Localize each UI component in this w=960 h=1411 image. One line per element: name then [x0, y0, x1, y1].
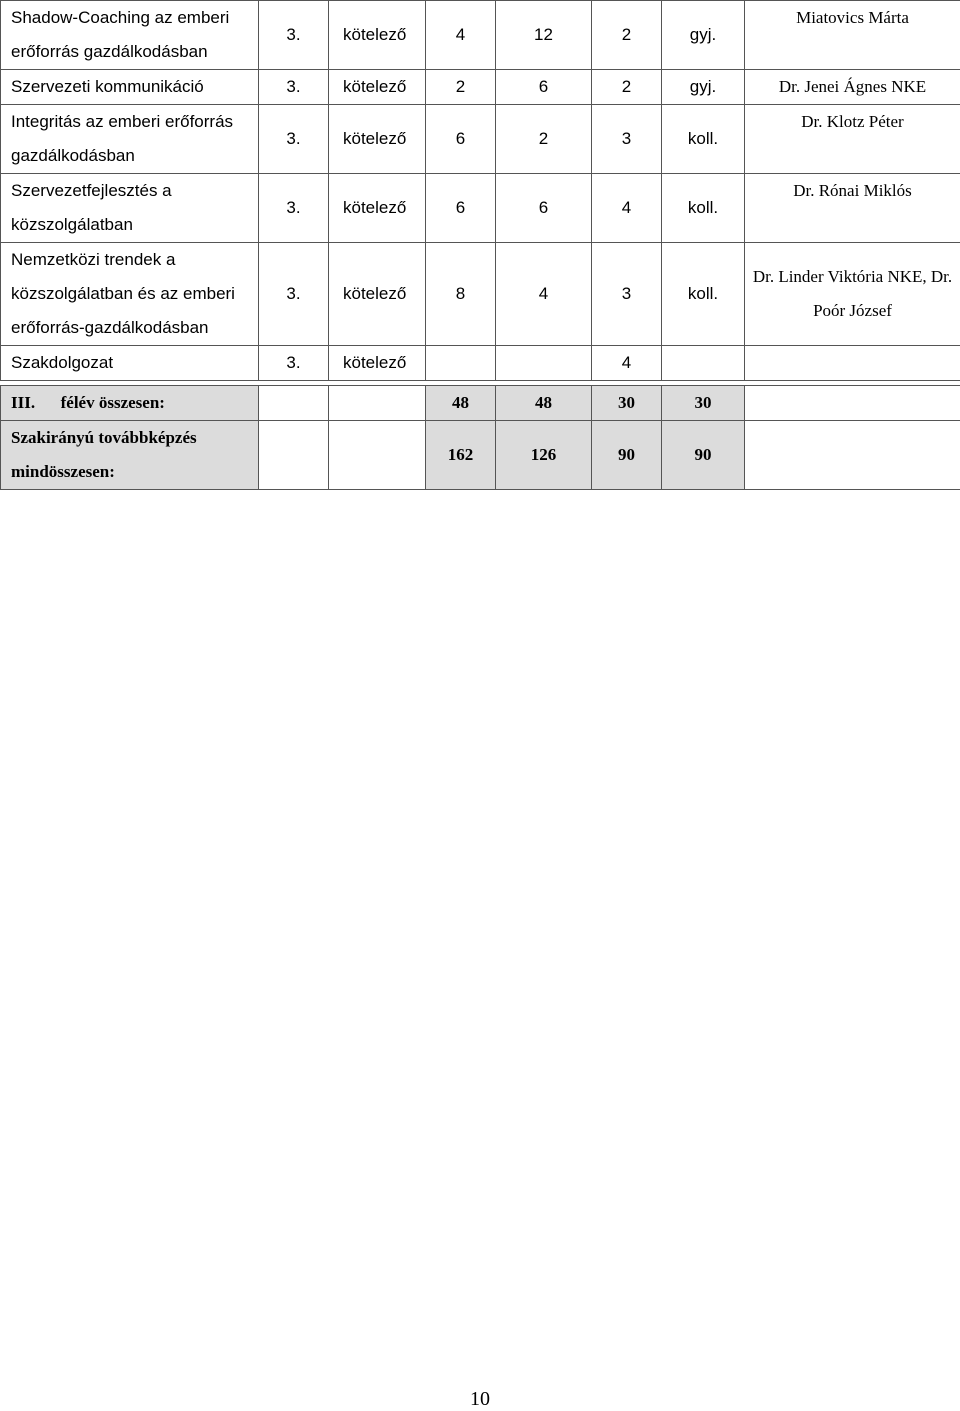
grand-total-row — [1, 421, 960, 490]
assessment-form: koll. — [662, 243, 745, 346]
table-row — [1, 70, 960, 105]
course-name: Szakdolgozat — [1, 346, 259, 381]
semester-total-label — [1, 386, 259, 421]
practice-hours — [496, 346, 592, 381]
teacher-name: Dr. Rónai Miklós — [745, 174, 960, 243]
teacher-name: Dr. Jenei Ágnes NKE — [745, 70, 960, 105]
page-number: 10 — [0, 1388, 960, 1411]
practice-hours: 2 — [496, 105, 592, 174]
course-type: kötelező — [329, 1, 426, 70]
semester-total-text: félév összesen: — [61, 393, 165, 412]
teacher-name: Miatovics Márta — [745, 1, 960, 70]
table-row — [1, 1, 960, 70]
course-type: kötelező — [329, 174, 426, 243]
table-row — [1, 174, 960, 243]
lecture-hours: 6 — [426, 105, 496, 174]
practice-hours: 4 — [496, 243, 592, 346]
grand-credits: 90 — [592, 421, 662, 490]
credits: 2 — [592, 70, 662, 105]
table-row — [1, 243, 960, 346]
total-lecture-hours: 48 — [426, 386, 496, 421]
semester-cell: 3. — [259, 1, 329, 70]
semester-number: III. — [11, 393, 35, 412]
teacher-name: Dr. Klotz Péter — [745, 105, 960, 174]
grand-lecture-hours: 162 — [426, 421, 496, 490]
empty-cell — [329, 421, 426, 490]
empty-cell — [259, 386, 329, 421]
practice-hours: 6 — [496, 174, 592, 243]
course-name: Nemzetközi trendek a közszolgálatban és az emberi erőforrás-gazdálkodásban — [1, 243, 259, 346]
practice-hours: 6 — [496, 70, 592, 105]
grand-total-label: Szakirányú továbbképzés mindösszesen: — [1, 421, 259, 490]
lecture-hours: 8 — [426, 243, 496, 346]
lecture-hours — [426, 346, 496, 381]
course-type: kötelező — [329, 346, 426, 381]
teacher-name: Dr. Linder Viktória NKE, Dr. Poór József — [745, 243, 960, 346]
course-type: kötelező — [329, 243, 426, 346]
credits: 4 — [592, 346, 662, 381]
semester-cell: 3. — [259, 70, 329, 105]
empty-cell — [745, 386, 960, 421]
lecture-hours: 2 — [426, 70, 496, 105]
grand-extra: 90 — [662, 421, 745, 490]
credits: 4 — [592, 174, 662, 243]
table-row — [1, 105, 960, 174]
credits: 2 — [592, 1, 662, 70]
total-practice-hours: 48 — [496, 386, 592, 421]
assessment-form: gyj. — [662, 1, 745, 70]
curriculum-table — [0, 0, 960, 490]
assessment-form: koll. — [662, 105, 745, 174]
credits: 3 — [592, 105, 662, 174]
lecture-hours: 4 — [426, 1, 496, 70]
total-credits: 30 — [592, 386, 662, 421]
empty-cell — [259, 421, 329, 490]
course-name: Integritás az emberi erőforrás gazdálkodásban — [1, 105, 259, 174]
lecture-hours: 6 — [426, 174, 496, 243]
semester-cell: 3. — [259, 105, 329, 174]
course-name: Shadow-Coaching az emberi erőforrás gazdálkodásban — [1, 1, 259, 70]
teacher-name — [745, 346, 960, 381]
assessment-form: gyj. — [662, 70, 745, 105]
assessment-form — [662, 346, 745, 381]
credits: 3 — [592, 243, 662, 346]
semester-cell: 3. — [259, 243, 329, 346]
total-extra: 30 — [662, 386, 745, 421]
table-row — [1, 346, 960, 381]
grand-practice-hours: 126 — [496, 421, 592, 490]
course-type: kötelező — [329, 105, 426, 174]
course-type: kötelező — [329, 70, 426, 105]
assessment-form: koll. — [662, 174, 745, 243]
semester-total-row — [1, 386, 960, 421]
semester-cell: 3. — [259, 174, 329, 243]
course-name: Szervezeti kommunikáció — [1, 70, 259, 105]
practice-hours: 12 — [496, 1, 592, 70]
empty-cell — [745, 421, 960, 490]
semester-cell: 3. — [259, 346, 329, 381]
course-name: Szervezetfejlesztés a közszolgálatban — [1, 174, 259, 243]
empty-cell — [329, 386, 426, 421]
